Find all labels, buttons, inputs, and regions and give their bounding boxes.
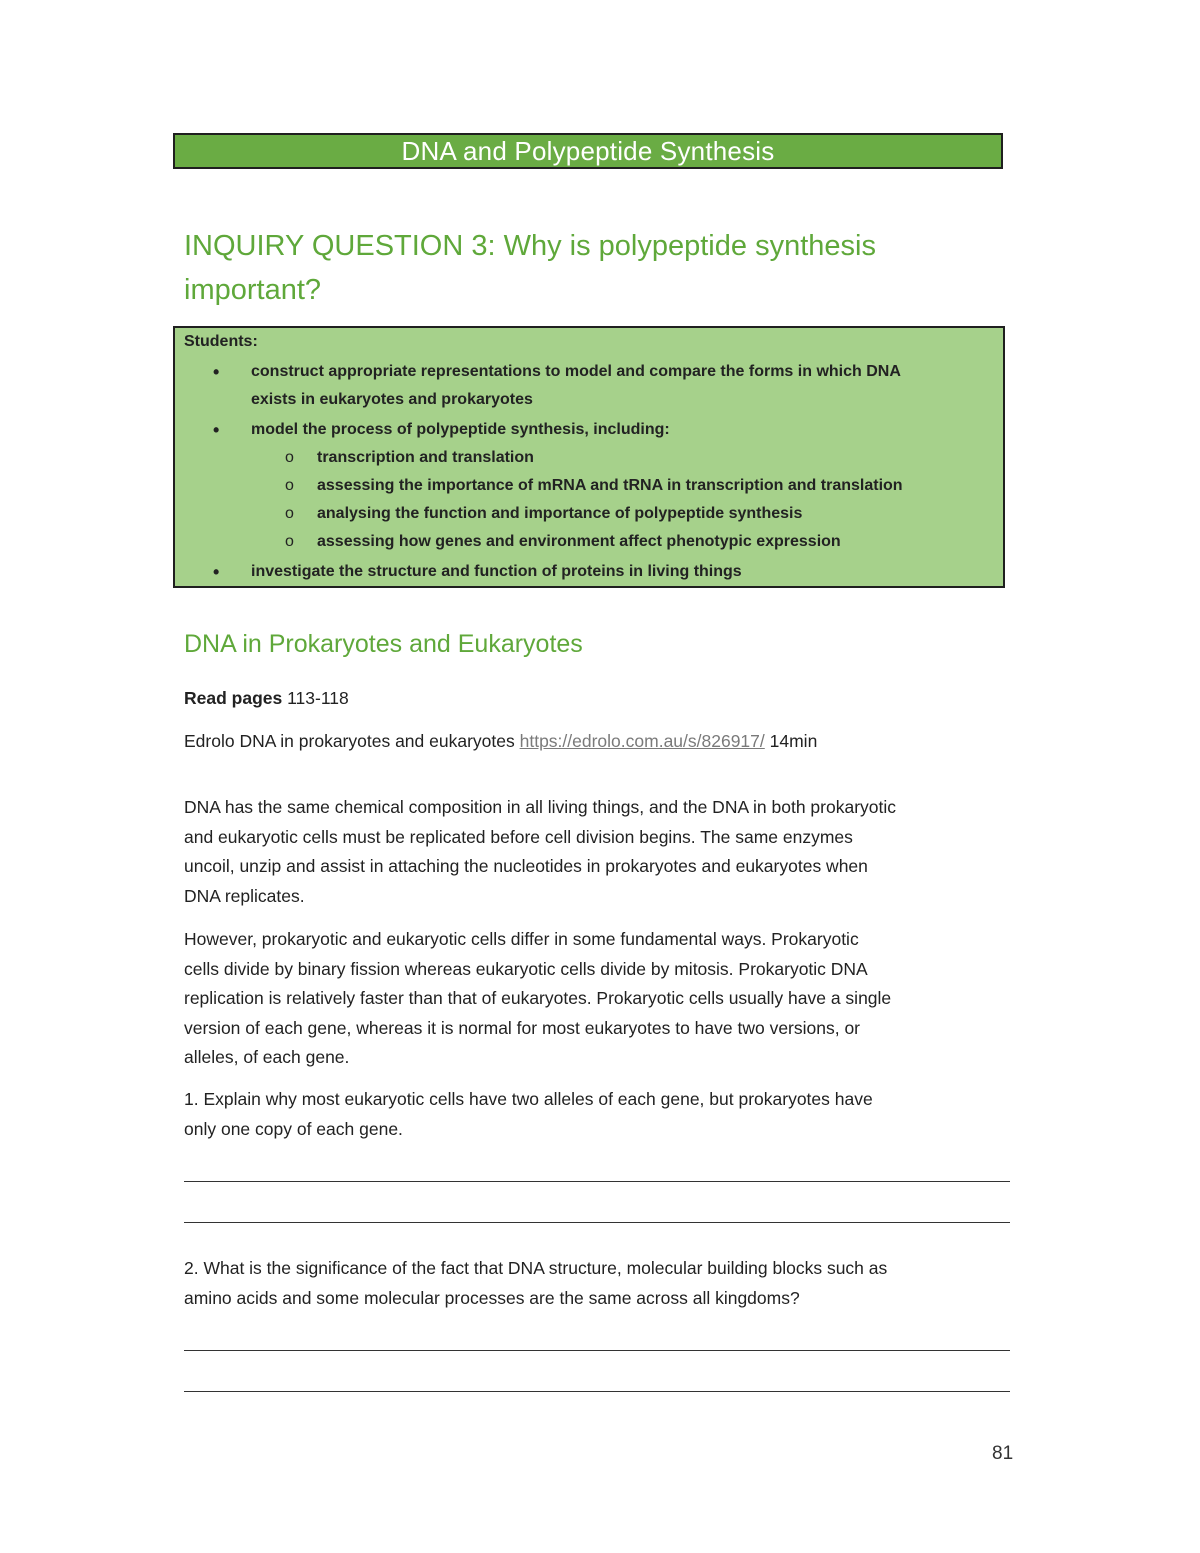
answer-line[interactable] [184, 1181, 1010, 1182]
paragraph-line: However, prokaryotic and eukaryotic cells differ in some fundamental ways. Prokaryotic [184, 929, 859, 949]
sub-bullet-icon: o [285, 449, 294, 466]
paragraph-dna-composition [184, 793, 1014, 911]
inquiry-line-2: important? [184, 274, 322, 306]
banner-title: DNA and Polypeptide Synthesis [401, 135, 775, 166]
read-label: Read pages [184, 688, 283, 708]
outcome-subitem [285, 444, 534, 472]
paragraph-line: cells divide by binary fission whereas eukaryotic cells divide by mitosis. Prokaryotic DNA [184, 958, 868, 979]
edrolo-duration: 14min [769, 731, 818, 751]
question-line: amino acids and some molecular processes are the same across all kingdoms? [184, 1287, 800, 1308]
outcome-bullet-2 [213, 416, 670, 444]
section-title: DNA in Prokaryotes and Eukaryotes [184, 630, 583, 658]
question-line: 2. What is the significance of the fact that DNA structure, molecular building blocks such as [184, 1258, 888, 1278]
paragraph-line: version of each gene, whereas it is normal for most eukaryotes to have two versions, or [184, 1017, 861, 1038]
answer-line[interactable] [184, 1350, 1010, 1351]
subitem-text: analysing the function and importance of polypeptide synthesis [317, 505, 803, 522]
paragraph-differences [184, 925, 1014, 1073]
outcome-text: investigate the structure and function of proteins in living things [251, 563, 742, 580]
sub-bullet-icon: o [285, 477, 294, 494]
question-2 [184, 1254, 1014, 1313]
edrolo-link[interactable]: https://edrolo.com.au/s/826917/ [519, 731, 765, 751]
inquiry-question [184, 224, 984, 312]
answer-line[interactable] [184, 1222, 1010, 1223]
page-banner [173, 133, 1003, 169]
inquiry-line-1: INQUIRY QUESTION 3: Why is polypeptide synthesis [184, 230, 876, 262]
page-number: 81 [992, 1443, 1014, 1464]
answer-line[interactable] [184, 1391, 1010, 1392]
question-1 [184, 1085, 1014, 1144]
paragraph-line: and eukaryotic cells must be replicated before cell division begins. The same enzymes [184, 826, 853, 847]
edrolo-resource [184, 727, 1014, 757]
bullet-icon: • [213, 420, 220, 440]
paragraph-line: replication is relatively faster than that of eukaryotes. Prokaryotic cells usually have a single [184, 988, 892, 1008]
paragraph-line: DNA has the same chemical composition in all living things, and the DNA in both prokaryotic [184, 797, 897, 817]
outcome-subitem [285, 472, 903, 500]
outcome-text: model the process of polypeptide synthesis, including: [251, 421, 670, 438]
paragraph-line: uncoil, unzip and assist in attaching the nucleotides in prokaryotes and eukaryotes when [184, 856, 868, 876]
question-line: only one copy of each gene. [184, 1118, 403, 1139]
bullet-icon: • [213, 562, 220, 582]
subitem-text: assessing how genes and environment affect phenotypic expression [317, 533, 841, 550]
outcome-subitem [285, 500, 803, 528]
outcome-text: exists in eukaryotes and prokaryotes [251, 391, 533, 408]
students-outcomes-box [173, 326, 1005, 588]
outcome-bullet-1 [213, 358, 901, 386]
question-line: 1. Explain why most eukaryotic cells have two alleles of each gene, but prokaryotes have [184, 1089, 873, 1109]
reading-assignment [184, 684, 1014, 714]
sub-bullet-icon: o [285, 533, 294, 550]
edrolo-text: Edrolo DNA in prokaryotes and eukaryotes [184, 731, 515, 751]
students-heading: Students: [184, 333, 258, 350]
bullet-icon: • [213, 362, 220, 382]
outcome-subitem [285, 528, 841, 556]
outcome-bullet-1-continued [251, 386, 533, 414]
subitem-text: transcription and translation [317, 449, 534, 466]
outcome-text: construct appropriate representations to model and compare the forms in which DNA [251, 363, 901, 380]
paragraph-line: alleles, of each gene. [184, 1047, 350, 1067]
paragraph-line: DNA replicates. [184, 885, 305, 906]
subitem-text: assessing the importance of mRNA and tRNA in transcription and translation [317, 477, 903, 494]
sub-bullet-icon: o [285, 505, 294, 522]
read-pages: 113-118 [287, 688, 349, 708]
outcome-bullet-3 [213, 558, 742, 586]
